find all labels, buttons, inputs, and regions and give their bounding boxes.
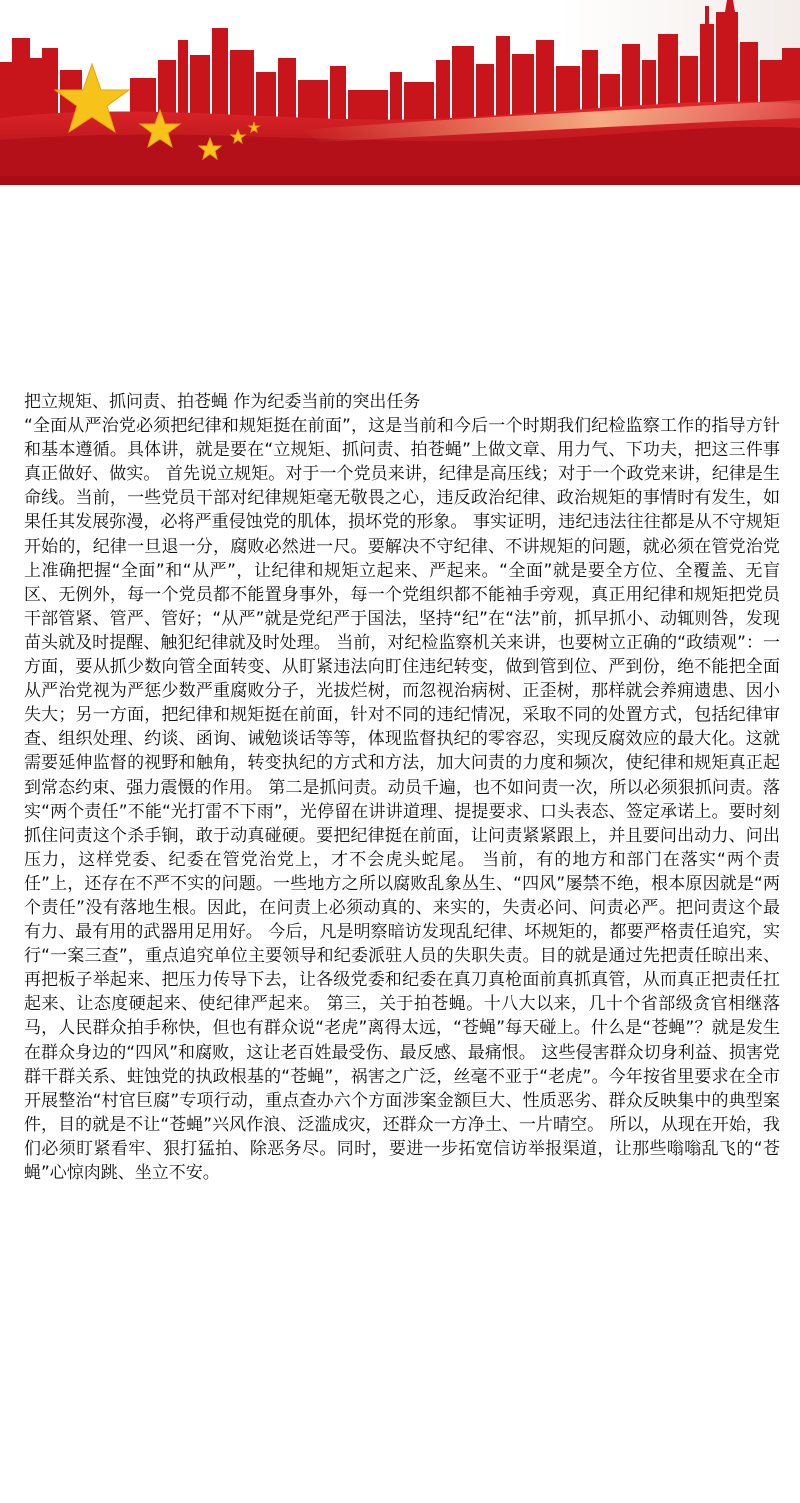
header-banner (0, 0, 800, 185)
article (24, 390, 780, 1185)
article-title: 把立规矩、抓问责、拍苍蝇 作为纪委当前的突出任务 (24, 392, 421, 412)
article-body: “全面从严治党必须把纪律和规矩挺在前面”，这是当前和今后一个时期我们纪检监察工作的指导方针和基本遵循。具体讲，就是要在“立规矩、抓问责、拍苍蝇”上做文章、用力气、下功夫，把这三件事真正做好、做实。 首先说立规矩。对于一个党员来讲，纪律是高压线；对于一个政党来讲，纪律是生命线。当前，一些党员干部对纪律规矩毫无敬畏之心，违反政治纪律、政治规矩的事情时有发生，如果任其发展弥漫，必将严重侵蚀党的肌体，损坏党的形象。 事实证明，违纪违法往往都是从不守规矩开始的，纪律一旦退一分，腐败必然进一尺。要解决不守纪律、不讲规矩的问题，就必须在管党治党上准确把握“全面”和“从严”，让纪律和规矩立起来、严起来。“全面”就是要全方位、全覆盖、无盲区、无例外，每一个党员都不能置身事外，每一个党组织都不能袖手旁观，真正用纪律和规矩把党员干部管紧、管严、管好；“从严”就是党纪严于国法，坚持“纪”在“法”前，抓早抓小、动辄则咎，发现苗头就及时提醒、触犯纪律就及时处理。 当前，对纪检监察机关来讲，也要树立正确的“政绩观”：一方面，要从抓少数向管全面转变、从盯紧违法向盯住违纪转变，做到管到位、严到份，绝不能把全面从严治党视为严惩少数严重腐败分子，光拔烂树，而忽视治病树、正歪树，那样就会养痈遗患、因小失大；另一方面，把纪律和规矩挺在前面，针对不同的违纪情况，采取不同的处置方式，包括纪律审查、组织处理、约谈、函询、诫勉谈话等等，体现监督执纪的零容忍，实现反腐效应的最大化。这就需要延伸监督的视野和触角，转变执纪的方式和方法，加大问责的力度和频次，使纪律和规矩真正起到常态约束、强力震慑的作用。 第二是抓问责。动员千遍，也不如问责一次，所以必须狠抓问责。落实“两个责任”不能“光打雷不下雨”，光停留在讲讲道理、提提要求、口头表态、签定承诺上。要时刻抓住问责这个杀手锏，敢于动真碰硬。要把纪律挺在前面，让问责紧紧跟上，并且要问出动力、问出压力，这样党委、纪委在管党治党上，才不会虎头蛇尾。 当前，有的地方和部门在落实“两个责任”上，还存在不严不实的问题。一些地方之所以腐败乱象丛生、“四风”屡禁不绝，根本原因就是“两个责任”没有落地生根。因此，在问责上必须动真的、来实的，失责必问、问责必严。把问责这个最有力、最有用的武器用足用好。 今后，凡是明察暗访发现乱纪律、坏规矩的，都要严格责任追究，实行“一案三查”，重点追究单位主要领导和纪委派驻人员的失职失责。目的就是通过先把责任晾出来、再把板子举起来、把压力传导下去，让各级党委和纪委在真刀真枪面前真抓真管，从而真正把责任扛起来、让态度硬起来、使纪律严起来。 第三，关于拍苍蝇。十八大以来，几十个省部级贪官相继落马，人民群众拍手称快，但也有群众说“老虎”离得太远，“苍蝇”每天碰上。什么是“苍蝇”？就是发生在群众身边的“四风”和腐败，这让老百姓最受伤、最反感、最痛恨。 这些侵害群众切身利益、损害党群干群关系、蛀蚀党的执政根基的“苍蝇”，祸害之广泛，丝毫不亚于“老虎”。今年按省里要求在全市开展整治“村官巨腐”专项行动，重点查办六个方面涉案金额巨大、性质恶劣、群众反映集中的典型案件，目的就是不让“苍蝇”兴风作浪、泛滥成灾，还群众一方净土、一片晴空。 所以，从现在开始，我们必须盯紧看牢、狠打猛拍、除恶务尽。同时，要进一步拓宽信访举报渠道，让那些嗡嗡乱飞的“苍蝇”心惊肉跳、坐立不安。 (24, 416, 780, 1183)
banner-illustration (0, 0, 800, 185)
